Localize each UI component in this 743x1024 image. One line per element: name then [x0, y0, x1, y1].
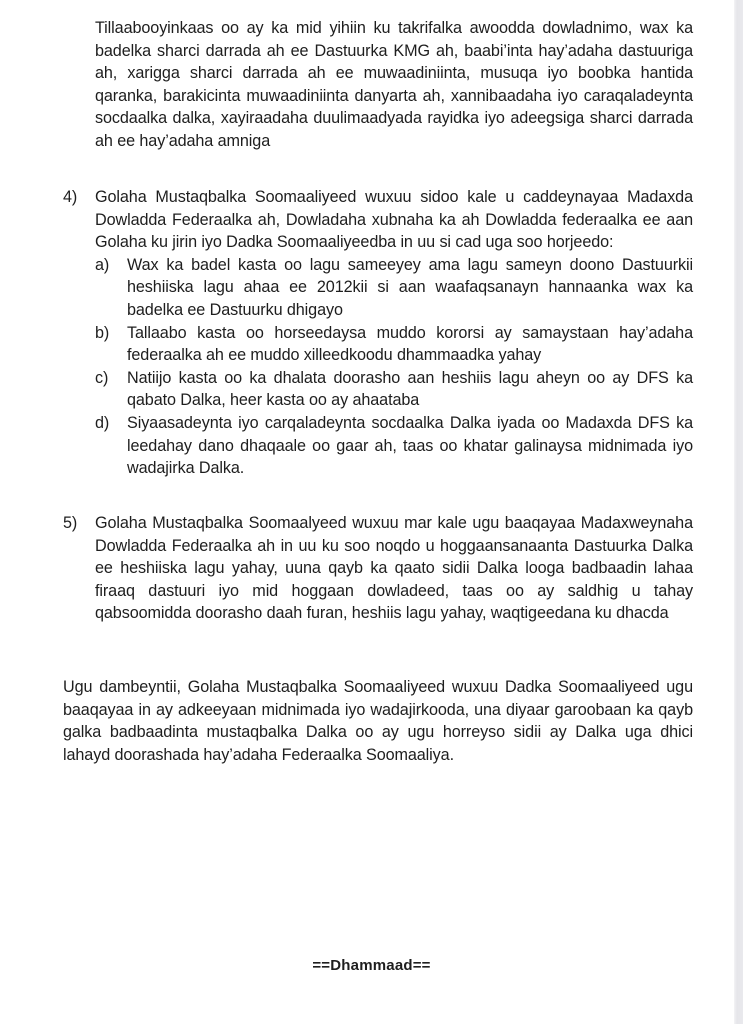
- sub-item-text: Tallaabo kasta oo horseedaysa muddo kororsi ay samaystaan hay’adaha federaalka ah ee muddo xilleedkoodu dhammaadka yahay: [127, 323, 693, 365]
- item-number: 5): [63, 514, 78, 532]
- numbered-item-5: [63, 512, 693, 625]
- sub-item-text: Siyaasadeynta iyo carqaladeynta socdaalka Dalka iyada oo Madaxda DFS ka leedahay dano dhaqaale oo gaar ah, taas oo khatar galinaysa midnimada iyo wadajirka Dalka.: [127, 413, 693, 478]
- viewer-edge-strip: [734, 0, 743, 1024]
- sub-item-label: b): [95, 323, 110, 342]
- sub-item-a: [95, 254, 693, 322]
- sub-item-text: Wax ka badel kasta oo lagu sameeyey ama lagu sameyn doono Dastuurkii heshiiska lagu ahaa ee 2012kii si aan waafaqsanayn hannaanka wax ka badelka ee Dastuurku dhigayo: [127, 255, 693, 319]
- sub-item-list: [95, 254, 693, 480]
- sub-item-label: d): [95, 413, 110, 432]
- numbered-item-4: [63, 186, 693, 480]
- item-number: 4): [63, 188, 78, 206]
- sub-item-c: [95, 367, 693, 412]
- sub-item-label: c): [95, 368, 109, 387]
- end-marker: ==Dhammaad==: [312, 957, 431, 974]
- item-text: Golaha Mustaqbalka Soomaaliyeed wuxuu sidoo kale u caddeynayaa Madaxda Dowladda Federaalka ah, Dowladaha xubnaha ka ah Dowladda federaalka ee aan Golaha ku jirin iyo Dadka Soomaaliyeedba in uu si cad uga soo horjeedo:: [95, 188, 693, 252]
- closing-paragraph: Ugu dambeyntii, Golaha Mustaqbalka Soomaaliyeed wuxuu Dadka Soomaaliyeed ugu baaqayaa in ay adkeeyaan midnimada iyo wadajirkooda, una diyaar garoobaan ka qayb galka badbaadinta mustaqbalka Dalka oo ay ugu horreyso sidii ay Dalka uga dhici lahayd doorashada hay’adaha Federaalka Soomaaliya.: [63, 678, 693, 764]
- sub-item-label: a): [95, 255, 110, 274]
- sub-item-d: [95, 412, 693, 480]
- sub-item-text: Natiijo kasta oo ka dhalata doorasho aan heshiis lagu aheyn oo ay DFS ka qabato Dalka, heer kasta oo ay ahaataba: [127, 368, 693, 410]
- item-text: Golaha Mustaqbalka Soomaalyeed wuxuu mar kale ugu baaqayaa Madaxweynaha Dowladda Federaalka ah in uu ku soo noqdo u hoggaansanaanta Dastuurka Dalka ee heshiiska lagu yahay, uuna qayb ka qaato sidii Dalka looga badbaadin lahaa firaaq dastuuri iyo mid hoggaan dowladeed, taas oo ay saldhig u tahay qabsoomidda doorasho daah furan, heshiis lagu yahay, waqtigeedana ku dhacda: [95, 514, 693, 623]
- sub-item-b: [95, 322, 693, 367]
- intro-paragraph: Tillaabooyinkaas oo ay ka mid yihiin ku takrifalka awoodda dowladnimo, wax ka badelka sharci darrada ah ee Dastuurka KMG ah, baabi’inta hay’adaha dastuuriga ah, xarigga sharci darrada ah ee muwaadiniinta, musuqa iyo boobka hantida qaranka, barakicinta muwaadiniinta danyarta ah, xannibaadaha iyo caraqaladeynta socdaalka dalka, xayiraadaha duulimaadyada rayidka iyo adeegsiga sharci darrada ah ee hay’adaha amniga: [95, 19, 693, 150]
